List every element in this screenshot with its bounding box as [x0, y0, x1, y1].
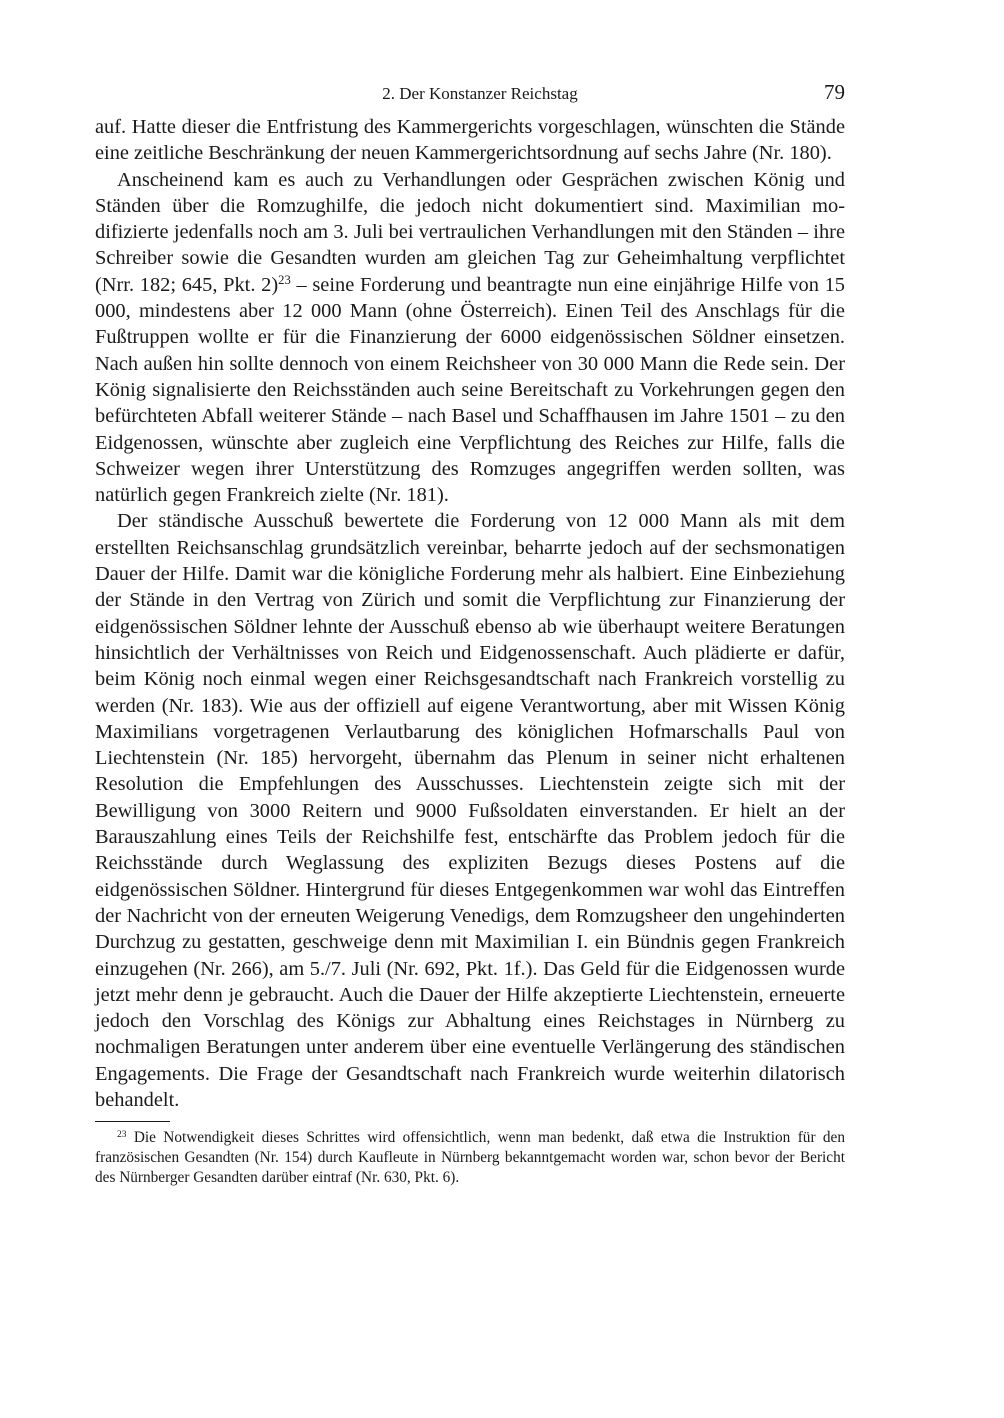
running-head — [95, 80, 845, 114]
running-title: 2. Der Konstanzer Reichstag — [382, 84, 578, 103]
paragraph-2 — [95, 167, 845, 509]
page — [95, 80, 845, 1188]
page-number: 79 — [824, 80, 845, 104]
footnote-separator — [95, 1121, 170, 1122]
footnote-text: Die Notwendigkeit dieses Schrittes wird offensichtlich, wenn man bedenkt, daß etwa die Instruktion für den französischen Gesandten (Nr. 154) durch Kaufleute in Nürnberg bekanntgemacht worden war, schon bevor der Bericht des Nürnberger Gesandten darüber eintraf (Nr. 630, Pkt. 6). — [95, 1129, 845, 1187]
paragraph-1: auf. Hatte dieser die Entfristung des Kammergerichts vorgeschlagen, wünschten die Stände eine zeitliche Beschränkung der neuen Kammergerichtsordnung auf sechs Jahre (Nr. 180). — [95, 116, 845, 165]
footnote-reference-23[interactable]: 23 — [278, 272, 291, 287]
footnote-23 — [95, 1128, 845, 1188]
paragraph-2-text-before-note: Anscheinend kam es auch zu Verhandlungen oder Gesprächen zwischen König und Ständen über die Romzughilfe, die jedoch nicht dokumentiert sind. Maximilian modifizierte jedenfalls noch am 3. Juli bei vertraulichen Verhandlungen mit den Ständen – ihre Schreiber sowie die Gesandten wurden am gleichen Tag zur Geheimhaltung verpflichtet (Nrr. 182; 645, Pkt. 2) — [95, 168, 845, 296]
paragraph-2-text-after-note: – seine Forderung und beantragte nun eine einjährige Hilfe von 15 000, mindestens aber 12 000 Mann (ohne Österreich). Einen Teil des Anschlags für die Fußtruppen wollte er für die Finanzierung der 6000 eidgenössischen Söldner einsetzen. Nach außen hin sollte dennoch von einem Reichsheer von 30 000 Mann die Rede sein. Der König signalisierte den Reichsständen auch seine Bereitschaft zu Vorkehrungen gegen den befürchteten Abfall weiterer Stände – nach Basel und Schaffhausen im Jahre 1501 – zu den Eidgenossen, wünschte aber zugleich eine Verpflichtung des Reiches zur Hilfe, falls die Schweizer wegen ihrer Unterstützung des Romzuges angegriffen werden sollten, was natürlich gegen Frankreich zielte (Nr. 181). — [95, 273, 845, 507]
body-text — [95, 114, 845, 1113]
paragraph-3: Der ständische Ausschuß bewertete die Forderung von 12 000 Mann als mit dem erstellten Reichsanschlag grundsätzlich vereinbar, beharrte jedoch auf der sechsmonatigen Dauer der Hilfe. Damit war die königliche Forderung mehr als halbiert. Eine Einbeziehung der Stände in den Vertrag von Zürich und somit die Verpflichtung zur Finanzierung der eidgenössischen Söldner lehnte der Ausschuß ebenso ab wie überhaupt weitere Beratungen hinsichtlich der Verhältnisses von Reich und Eidgenossenschaft. Auch plädierte er dafür, beim König noch einmal wegen einer Reichsgesandtschaft nach Frankreich vorstellig zu werden (Nr. 183). Wie aus der offiziell auf eigene Verantwortung, aber mit Wissen König Maximilians vorgetragenen Verlautbarung des königlichen Hofmarschalls Paul von Liechtenstein (Nr. 185) hervorgeht, übernahm das Plenum in seiner nicht erhaltenen Resolution die Empfehlungen des Ausschusses. Liechtenstein zeigte sich mit der Bewilligung von 3000 Reitern und 9000 Fußsoldaten einverstanden. Er hielt an der Barauszahlung eines Teils der Reichshilfe fest, entschärfte das Problem jedoch für die Reichsstände durch Weglassung des expliziten Bezugs dieses Postens auf die eidgenössischen Söldner. Hintergrund für dieses Entgegenkommen war wohl das Eintreffen der Nachricht von der erneuten Weigerung Venedigs, dem Romzugsheer den ungehinderten Durchzug zu gestatten, geschweige denn mit Maximilian I. ein Bündnis gegen Frankreich einzugehen (Nr. 266), am 5./7. Juli (Nr. 692, Pkt. 1f.). Das Geld für die Eidgenossen wurde jetzt mehr denn je gebraucht. Auch die Dauer der Hilfe akzeptierte Liechtenstein, erneuerte jedoch den Vorschlag des Königs zur Abhaltung eines Reichstages in Nürnberg zu nochmaligen Beratungen unter anderem über eine eventuelle Verlängerung des ständischen Engagements. Die Frage der Gesandtschaft nach Frankreich wurde weiterhin dilatorisch behandelt. — [95, 510, 845, 1111]
footnote-number: 23 — [117, 1130, 127, 1141]
